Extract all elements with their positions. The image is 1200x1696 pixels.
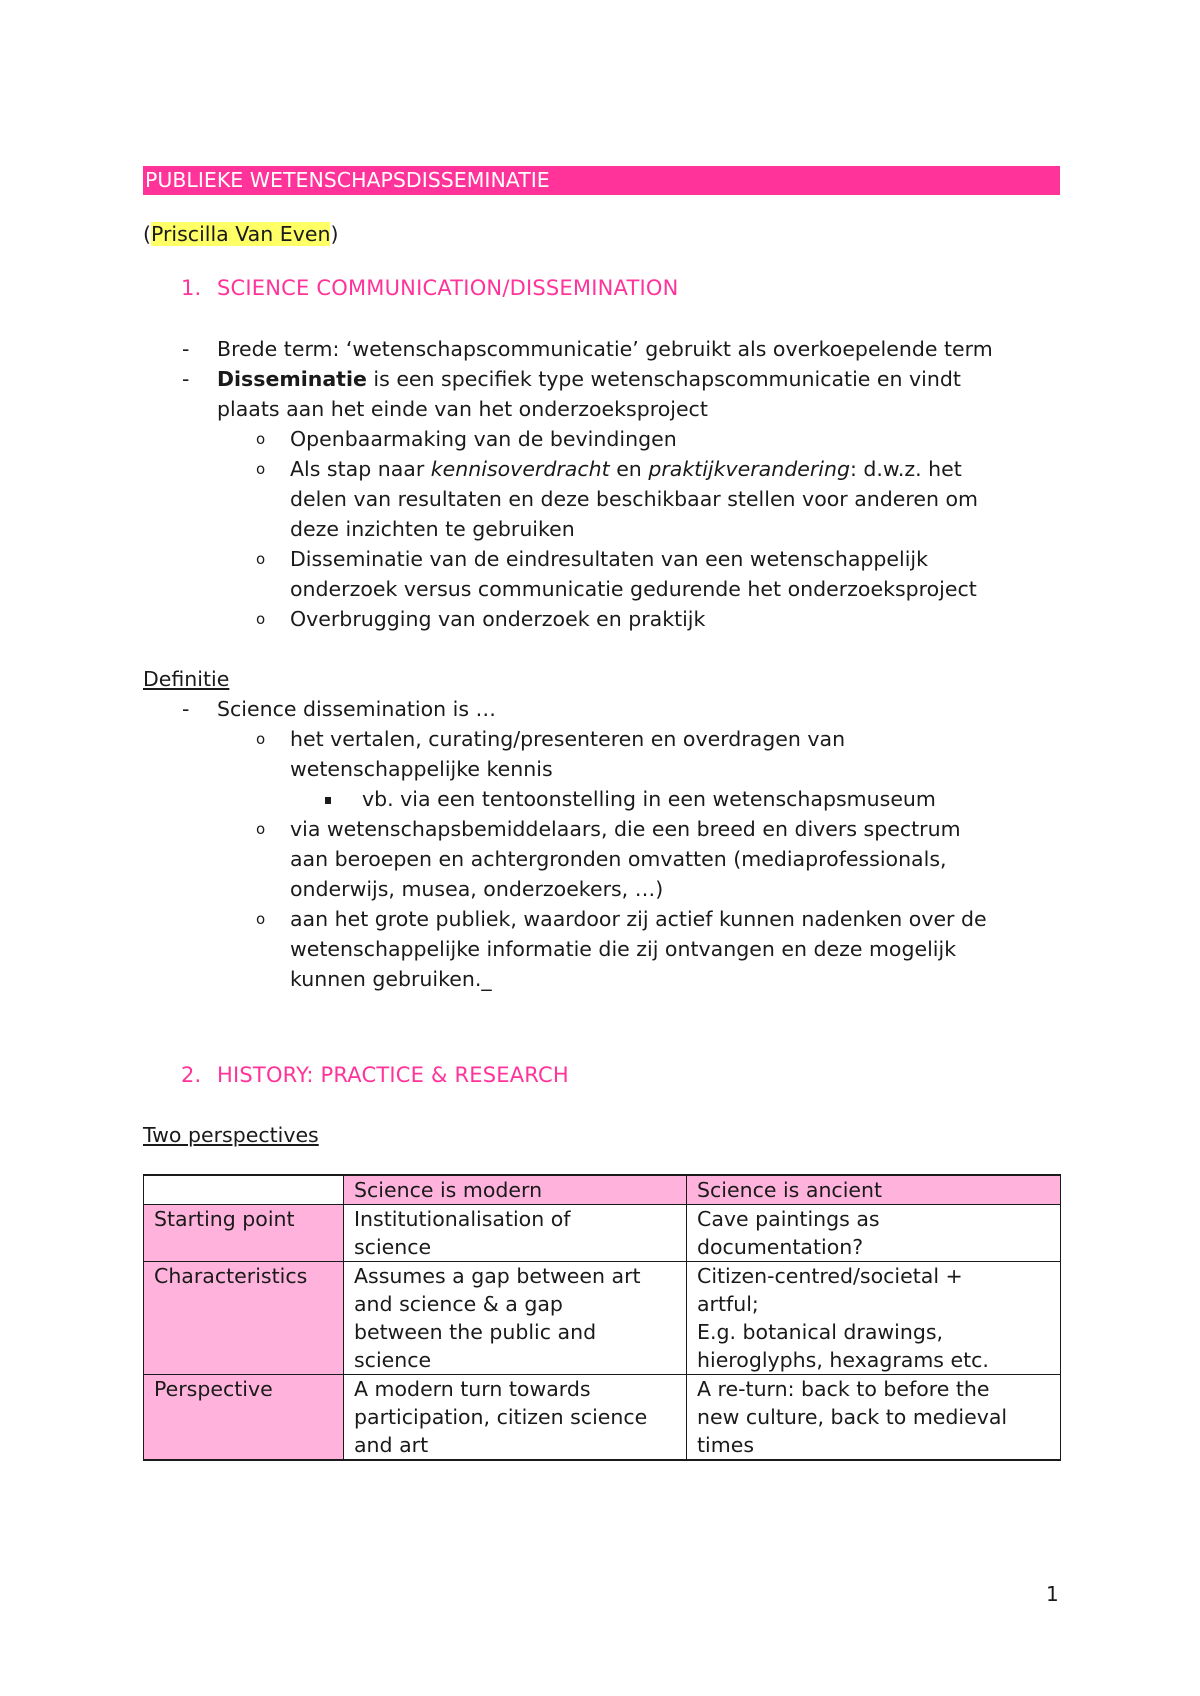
- section-2-number: 2.: [181, 1063, 202, 1087]
- sub-bullet-stap: [290, 454, 962, 484]
- cell-line: artful;: [697, 1292, 759, 1316]
- sub-sub-bullet-tentoonstelling: vb. via een tentoonstelling in een wetenschapsmuseum: [362, 787, 936, 811]
- sub-bullet-openbaarmaking: Openbaarmaking van de bevindingen: [290, 427, 677, 451]
- disseminatie-bold: Disseminatie: [217, 367, 367, 391]
- cell-line: between the public and: [354, 1320, 597, 1344]
- sub-bullet-bemiddelaars: via wetenschapsbemiddelaars, die een breed en divers spectrum: [290, 817, 961, 841]
- cell-modern-starting-point: [344, 1205, 687, 1262]
- sub-bullet-stap-line2: delen van resultaten en deze beschikbaar stellen voor anderen om: [290, 487, 979, 511]
- cell-line: new culture, back to medieval: [697, 1405, 1008, 1429]
- bullet-disseminatie-line2: plaats aan het einde van het onderzoeksproject: [217, 397, 708, 421]
- cell-line: science: [354, 1235, 432, 1259]
- dash-bullet-1: -: [182, 337, 190, 361]
- cell-line: E.g. botanical drawings,: [697, 1320, 944, 1344]
- sub-bullet-publiek: aan het grote publiek, waardoor zij actief kunnen nadenken over de: [290, 907, 987, 931]
- page-number: 1: [1046, 1582, 1059, 1606]
- sub-bullet-vertalen-line2: wetenschappelijke kennis: [290, 757, 553, 781]
- sub-bullet-bemiddelaars-line2: aan beroepen en achtergronden omvatten (mediaprofessionals,: [290, 847, 947, 871]
- square-bullet-icon: [325, 797, 331, 804]
- cell-line: times: [697, 1433, 754, 1457]
- cell-ancient-starting-point: [687, 1205, 1061, 1262]
- cell-line: Institutionalisation of: [354, 1207, 571, 1231]
- section-1-title: SCIENCE COMMUNICATION/DISSEMINATION: [217, 276, 679, 300]
- cell-line: science: [354, 1348, 432, 1372]
- cell-line: A re-turn: back to before the: [697, 1377, 990, 1401]
- o-bullet: o: [256, 430, 266, 448]
- o-bullet: o: [256, 820, 266, 838]
- o-bullet: o: [256, 460, 266, 478]
- stap-italic-2: praktijkverandering: [648, 457, 850, 481]
- bullet-brede-term: Brede term: ‘wetenschapscommunicatie’ gebruikt als overkoepelende term: [217, 337, 993, 361]
- section-1-number: 1.: [181, 276, 202, 300]
- cell-line: Cave paintings as: [697, 1207, 880, 1231]
- sub-bullet-vertalen: het vertalen, curating/presenteren en overdragen van: [290, 727, 846, 751]
- table-row: [144, 1375, 1061, 1461]
- section-2-title: HISTORY: PRACTICE & RESEARCH: [217, 1063, 569, 1087]
- table-row: [144, 1262, 1061, 1375]
- cell-line: hieroglyphs, hexagrams etc.: [697, 1348, 989, 1372]
- cell-line: Assumes a gap between art: [354, 1264, 641, 1288]
- section-1-heading: [181, 273, 679, 303]
- author-close-paren: ): [330, 222, 339, 246]
- cell-line: A modern turn towards: [354, 1377, 591, 1401]
- sub-bullet-publiek-line3: kunnen gebruiken._: [290, 967, 492, 991]
- table-header-empty-cell: [144, 1175, 344, 1205]
- o-bullet: o: [256, 610, 266, 628]
- sub-bullet-eindresultaten: Disseminatie van de eindresultaten van een wetenschappelijk: [290, 547, 928, 571]
- cell-line: Citizen-centred/societal +: [697, 1264, 963, 1288]
- sub-bullet-overbrugging: Overbrugging van onderzoek en praktijk: [290, 607, 706, 631]
- section-2-heading: [181, 1060, 569, 1090]
- disseminatie-rest: is een specifiek type wetenschapscommunicatie en vindt: [366, 367, 961, 391]
- row-label-starting-point: Starting point: [144, 1205, 344, 1262]
- o-bullet: o: [256, 910, 266, 928]
- dash-bullet-3: -: [182, 697, 190, 721]
- sub-bullet-stap-line3: deze inzichten te gebruiken: [290, 517, 575, 541]
- cell-line: and science & a gap: [354, 1292, 563, 1316]
- author-line: [143, 219, 338, 249]
- cell-line: participation, citizen science: [354, 1405, 648, 1429]
- stap-part-a: Als stap naar: [290, 457, 431, 481]
- table-header-ancient: Science is ancient: [687, 1175, 1061, 1205]
- author-name: Priscilla Van Even: [151, 222, 331, 246]
- stap-part-c: : d.w.z. het: [849, 457, 962, 481]
- cell-line: and art: [354, 1433, 429, 1457]
- stap-italic-1: kennisoverdracht: [430, 457, 610, 481]
- o-bullet: o: [256, 550, 266, 568]
- o-bullet: o: [256, 730, 266, 748]
- stap-part-b: en: [609, 457, 649, 481]
- sub-bullet-publiek-line2: wetenschappelijke informatie die zij ontvangen en deze mogelijk: [290, 937, 957, 961]
- table-header-modern: Science is modern: [344, 1175, 687, 1205]
- cell-ancient-characteristics: [687, 1262, 1061, 1375]
- dash-bullet-2: -: [182, 367, 190, 391]
- bullet-disseminatie: [217, 364, 961, 394]
- cell-line: documentation?: [697, 1235, 864, 1259]
- document-title: PUBLIEKE WETENSCHAPSDISSEMINATIE: [143, 166, 1060, 195]
- two-perspectives-label: Two perspectives: [143, 1123, 319, 1147]
- table-row: [144, 1205, 1061, 1262]
- cell-modern-characteristics: [344, 1262, 687, 1375]
- sub-bullet-bemiddelaars-line3: onderwijs, musea, onderzoekers, …): [290, 877, 664, 901]
- row-label-perspective: Perspective: [144, 1375, 344, 1461]
- definition-label: Definitie: [143, 667, 230, 691]
- author-open-paren: (: [143, 222, 151, 246]
- bullet-science-dissemination: Science dissemination is …: [217, 697, 497, 721]
- perspectives-table: [143, 1174, 1061, 1461]
- table-header-row: [144, 1175, 1061, 1205]
- sub-bullet-eindresultaten-line2: onderzoek versus communicatie gedurende het onderzoeksproject: [290, 577, 977, 601]
- row-label-characteristics: Characteristics: [144, 1262, 344, 1375]
- cell-ancient-perspective: [687, 1375, 1061, 1461]
- cell-modern-perspective: [344, 1375, 687, 1461]
